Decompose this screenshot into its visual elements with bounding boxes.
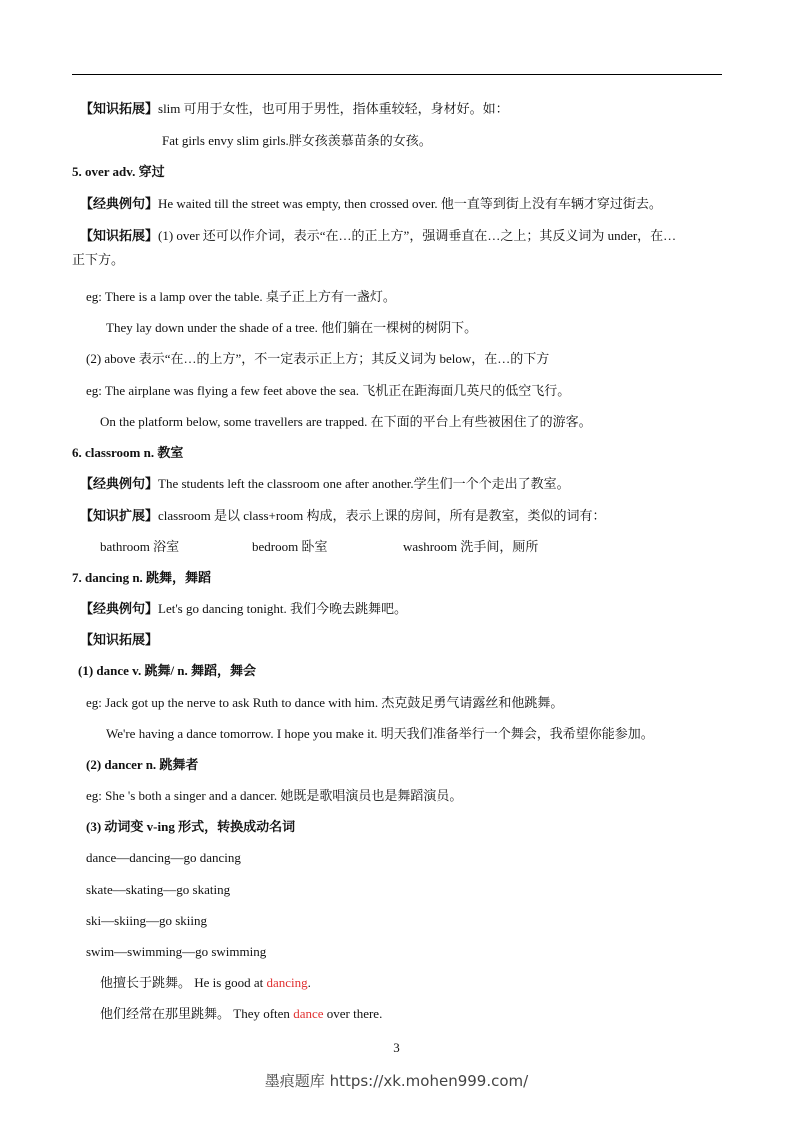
knowledge-expansion-slim: 【知识拓展】slim 可用于女性，也可用于男性，指体重较轻，身材好。如： bbox=[80, 101, 509, 116]
highlight-word: dance bbox=[293, 1006, 324, 1021]
knowledge-expansion-over-cont: 正下方。 bbox=[72, 252, 125, 267]
word-bathroom: bathroom 浴室 bbox=[100, 539, 180, 554]
section-tag: 【经典例句】 bbox=[80, 196, 159, 211]
eg-platform: On the platform below, some travellers are trapped. 在下面的平台上有些被困住了的游客。 bbox=[100, 414, 592, 429]
subheading-dancer: (2) dancer n. 跳舞者 bbox=[86, 757, 199, 772]
eg-lamp: eg: There is a lamp over the table. 桌子正上方有一盏灯。 bbox=[86, 289, 396, 304]
footer-watermark: 墨痕题库 https://xk.mohen999.com/ bbox=[264, 1072, 529, 1090]
subheading-v-ing: (3) 动词变 v-ing 形式，转换成动名词 bbox=[86, 819, 296, 834]
eg-jack: eg: Jack got up the nerve to ask Ruth to dance with him. 杰克鼓足勇气请露丝和他跳舞。 bbox=[86, 695, 564, 710]
example-slim: Fat girls envy slim girls.胖女孩羡慕苗条的女孩。 bbox=[162, 133, 432, 148]
form-skate: skate—skating—go skating bbox=[86, 882, 231, 897]
eg-often-dance: 他们经常在那里跳舞。 They often dance over there. bbox=[100, 1006, 383, 1021]
example-dancing: 【经典例句】Let's go dancing tonight. 我们今晚去跳舞吧。 bbox=[80, 601, 407, 616]
section-tag: 【经典例句】 bbox=[80, 476, 159, 491]
highlight-word: dancing bbox=[266, 975, 308, 990]
example-over: 【经典例句】He waited till the street was empty, then crossed over. 他一直等到街上没有车辆才穿过街去。 bbox=[80, 196, 662, 211]
word-washroom: washroom 洗手间，厕所 bbox=[403, 539, 539, 554]
eg-good-at-dancing: 他擅长于跳舞。 He is good at dancing. bbox=[100, 975, 311, 990]
form-swim: swim—swimming—go swimming bbox=[86, 944, 267, 959]
heading-over: 5. over adv. 穿过 bbox=[72, 164, 165, 179]
page-number: 3 bbox=[393, 1040, 400, 1055]
heading-dancing: 7. dancing n. 跳舞，舞蹈 bbox=[72, 570, 212, 585]
knowledge-expansion-over: 【知识拓展】(1) over 还可以作介词，表示“在…的正上方”，强调垂直在…之上；其反义词为 under，在… bbox=[80, 228, 677, 243]
eg-tree: They lay down under the shade of a tree. 他们躺在一棵树的树阴下。 bbox=[106, 320, 478, 335]
heading-classroom: 6. classroom n. 教室 bbox=[72, 445, 184, 460]
above-note: (2) above 表示“在…的上方”，不一定表示正上方；其反义词为 below，在…的下方 bbox=[86, 351, 550, 366]
example-classroom: 【经典例句】The students left the classroom one after another.学生们一个个走出了教室。 bbox=[80, 476, 570, 491]
header-rule bbox=[72, 74, 722, 75]
eg-airplane: eg: The airplane was flying a few feet above the sea. 飞机正在距海面几英尺的低空飞行。 bbox=[86, 383, 571, 398]
eg-dance-tomorrow: We're having a dance tomorrow. I hope you make it. 明天我们准备举行一个舞会，我希望你能参加。 bbox=[106, 726, 654, 741]
knowledge-expansion-classroom: 【知识扩展】classroom 是以 class+room 构成，表示上课的房间，所有是教室，类似的词有： bbox=[80, 508, 606, 523]
word-bedroom: bedroom 卧室 bbox=[252, 539, 328, 554]
section-tag: 【知识扩展】 bbox=[80, 508, 159, 523]
section-tag: 【知识拓展】 bbox=[80, 632, 159, 647]
form-dance: dance—dancing—go dancing bbox=[86, 850, 241, 865]
eg-singer-dancer: eg: She 's both a singer and a dancer. 她既是歌唱演员也是舞蹈演员。 bbox=[86, 788, 463, 803]
subheading-dance: (1) dance v. 跳舞/ n. 舞蹈，舞会 bbox=[78, 663, 257, 678]
section-tag: 【知识拓展】 bbox=[80, 228, 159, 243]
section-tag: 【经典例句】 bbox=[80, 601, 159, 616]
form-ski: ski—skiing—go skiing bbox=[86, 913, 207, 928]
section-tag: 【知识拓展】 bbox=[80, 101, 159, 116]
